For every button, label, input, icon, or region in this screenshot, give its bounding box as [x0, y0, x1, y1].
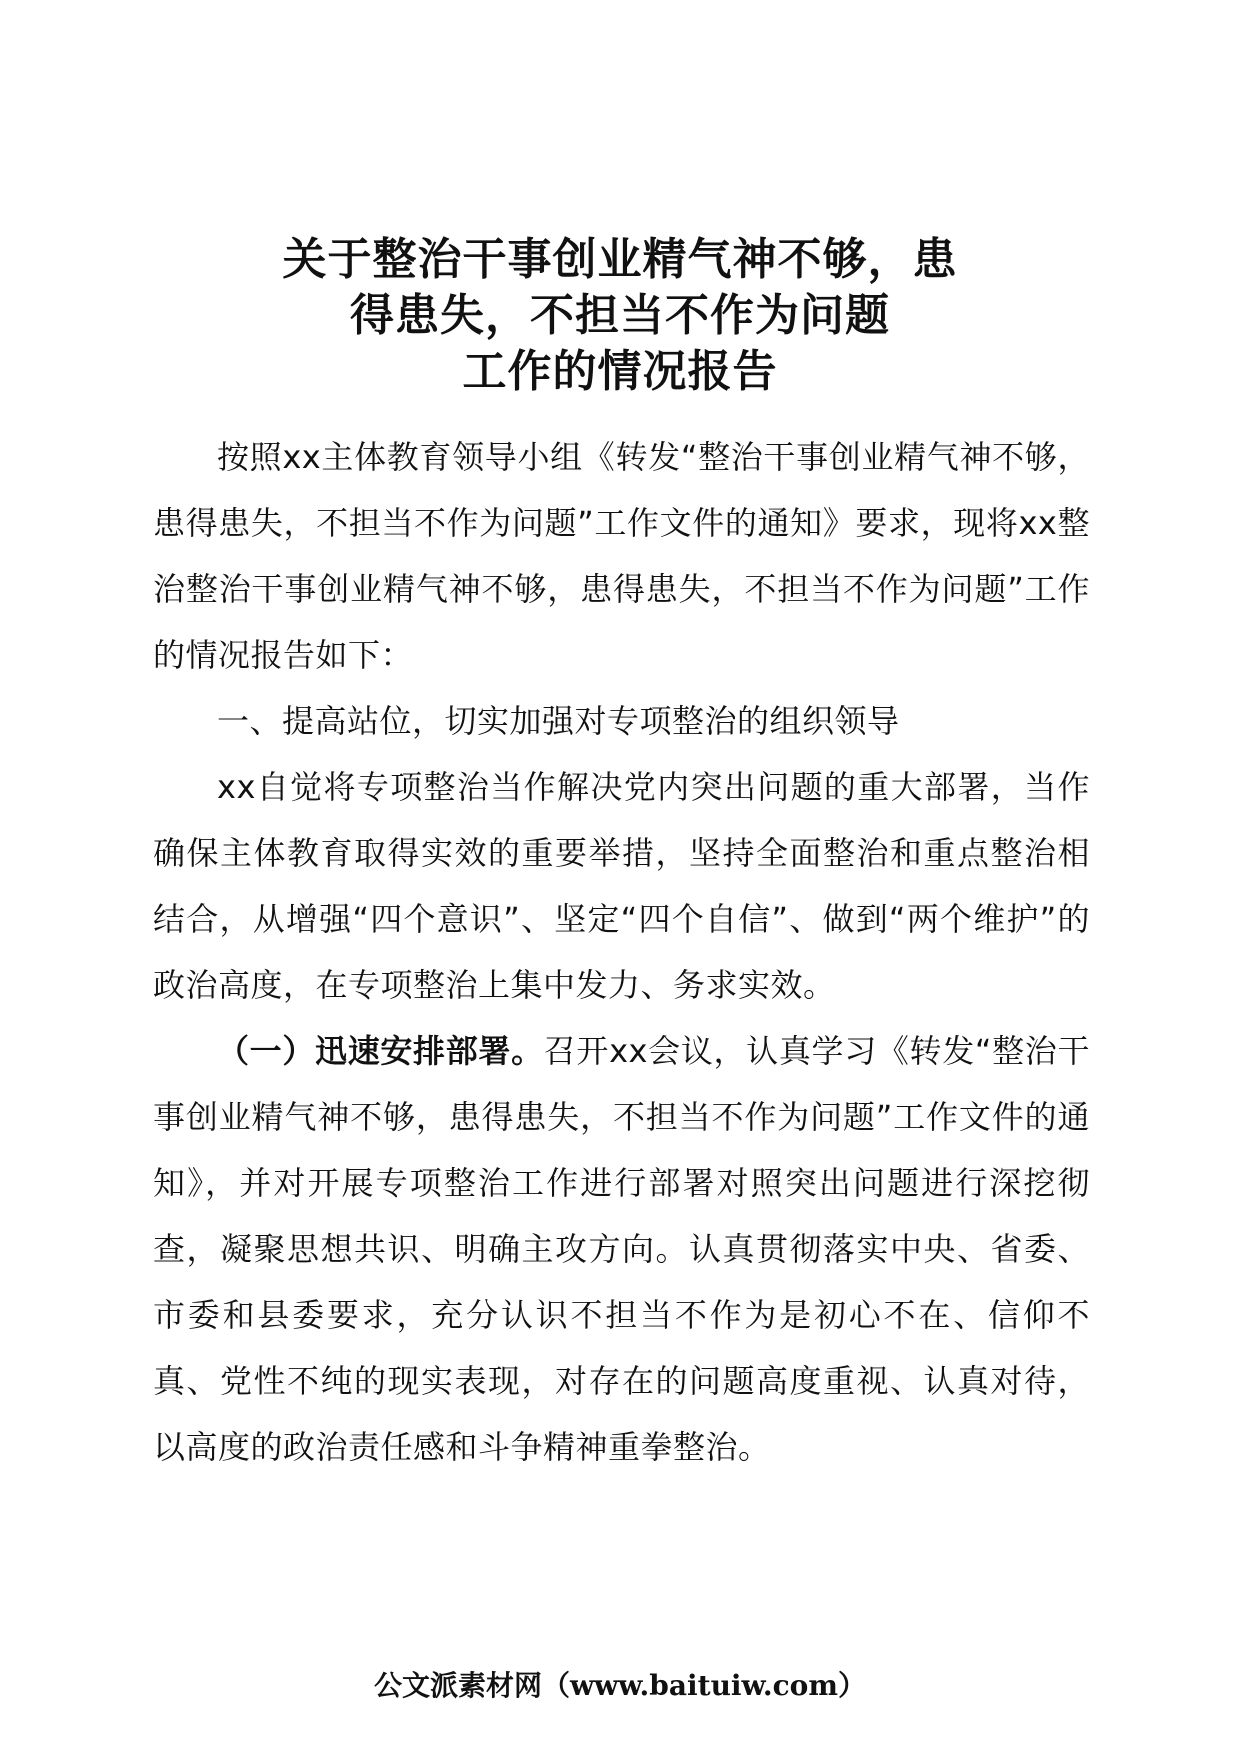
document-body: [153, 424, 1090, 1480]
intro-paragraph: 按照xx主体教育领导小组《转发“整治干事创业精气神不够，患得患失，不担当不作为问题”工作文件的通知》要求，现将xx整治整治干事创业精气神不够，患得患失，不担当不作为问题”工作的情况报告如下：: [153, 438, 1090, 674]
section-heading: 一、提高站位，切实加强对专项整治的组织领导: [217, 702, 900, 740]
title-line-1: 关于整治干事创业精气神不够，患: [282, 234, 958, 285]
subsection-paragraph: [153, 1018, 1090, 1480]
title-line-2: 得患失，不担当不作为问题: [350, 290, 890, 341]
title-line-3: 工作的情况报告: [462, 346, 778, 397]
section-intro-paragraph: xx自觉将专项整治当作解决党内突出问题的重大部署，当作确保主体教育取得实效的重要举措，坚持全面整治和重点整治相结合，从增强“四个意识”、坚定“四个自信”、做到“两个维护”的政治高度，在专项整治上集中发力、务求实效。: [153, 768, 1090, 1004]
subsection-text: 召开xx会议，认真学习《转发“整治干事创业精气神不够，患得患失，不担当不作为问题”工作文件的通知》，并对开展专项整治工作进行部署对照突出问题进行深挖彻查，凝聚思想共识、明确主攻方向。认真贯彻落实中央、省委、市委和县委要求，充分认识不担当不作为是初心不在、信仰不真、党性不纯的现实表现，对存在的问题高度重视、认真对待，以高度的政治责任感和斗争精神重拳整治。: [153, 1032, 1090, 1466]
document-title: [150, 232, 1090, 400]
subsection-lead: （一）迅速安排部署。: [217, 1032, 544, 1070]
footer-source: 公文派素材网（www.baituiw.com）: [374, 1669, 866, 1702]
